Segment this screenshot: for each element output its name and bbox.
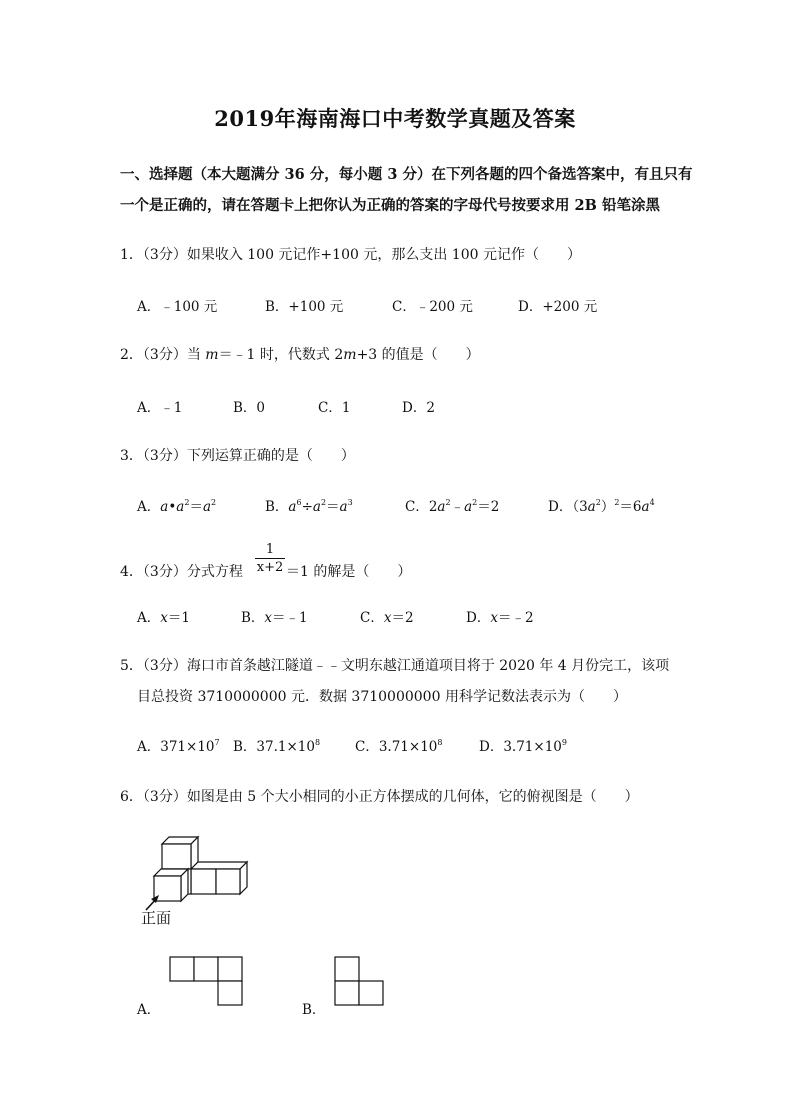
section-header-line1: 一、选择题（本大题满分 36 分，每小题 3 分）在下列各题的四个备选答案中，有且只有 bbox=[120, 166, 693, 183]
q3-option-d: D．$(3a^2)^2=6a^4$ bbox=[548, 498, 655, 515]
question-5-line2: 目总投资 3710000000 元．数据 3710000000 用科学记数法表示为（ ） bbox=[137, 689, 627, 705]
question-6: 6．（3分）如图是由 5 个大小相同的小正方体摆成的几何体，它的俯视图是（ ） bbox=[120, 789, 639, 805]
q6-option-a-label: A． bbox=[137, 1002, 161, 1018]
q1-option-d: D．+200 元 bbox=[518, 299, 598, 315]
question-4-prefix: 4．（3分）分式方程 bbox=[120, 564, 243, 580]
q6-option-a-figure bbox=[168, 955, 248, 1009]
q6-option-b-figure bbox=[333, 955, 389, 1009]
cube-figure bbox=[140, 828, 260, 918]
page-title: 2019年海南海口中考数学真题及答案 bbox=[214, 106, 576, 131]
q1-option-c: C．﹣200 元 bbox=[392, 299, 473, 315]
q4-option-c: C．x＝2 bbox=[360, 610, 414, 626]
q3-option-a: A．$a•a^2=a^2$ bbox=[137, 498, 217, 515]
question-5-line1: 5．（3分）海口市首条越江隧道﹣﹣文明东越江通道项目将于 2020 年 4 月份完工，该项 bbox=[120, 658, 670, 674]
section-header-line2: 一个是正确的，请在答题卡上把你认为正确的答案的字母代号按要求用 2B 铅笔涂黑 bbox=[120, 197, 660, 214]
q4-fraction bbox=[255, 541, 285, 577]
q2-option-b: B．0 bbox=[233, 400, 266, 416]
q4-option-a: A．x＝1 bbox=[137, 610, 190, 626]
q4-denominator: x+2 bbox=[256, 560, 284, 575]
question-2: 2．（3分）当 m＝﹣1 时，代数式 2m+3 的值是（ ） bbox=[120, 347, 480, 363]
q1-option-a: A．﹣100 元 bbox=[137, 299, 218, 315]
q4-option-b: B．x＝﹣1 bbox=[241, 610, 308, 626]
q2-option-c: C．1 bbox=[318, 400, 351, 416]
q5-option-d: D．$3.71\times 10^9$ bbox=[479, 738, 567, 755]
question-4-suffix: ＝1 的解是（ ） bbox=[286, 564, 412, 580]
q2-option-a: A．﹣1 bbox=[137, 400, 183, 416]
q6-option-b-label: B． bbox=[302, 1002, 326, 1018]
q1-option-b: B．+100 元 bbox=[265, 299, 344, 315]
q5-option-c: C．$3.71\times 10^8$ bbox=[355, 738, 443, 755]
q3-option-b: B．$a^6\div a^2=a^3$ bbox=[265, 498, 353, 515]
figure-label-front: 正面 bbox=[141, 909, 172, 927]
q5-option-a: A．$371\times 10^7$ bbox=[137, 738, 220, 755]
q4-numerator: 1 bbox=[255, 541, 285, 559]
q4-option-d: D．x＝﹣2 bbox=[466, 610, 534, 626]
q2-option-d: D．2 bbox=[402, 400, 435, 416]
question-1: 1．（3分）如果收入 100 元记作+100 元，那么支出 100 元记作（ ） bbox=[120, 247, 581, 263]
q3-option-c: C．$2a^2﹣a^2=2$ bbox=[405, 498, 500, 515]
q5-option-b: B．$37.1\times 10^8$ bbox=[233, 738, 321, 755]
question-3: 3．（3分）下列运算正确的是（ ） bbox=[120, 448, 355, 464]
